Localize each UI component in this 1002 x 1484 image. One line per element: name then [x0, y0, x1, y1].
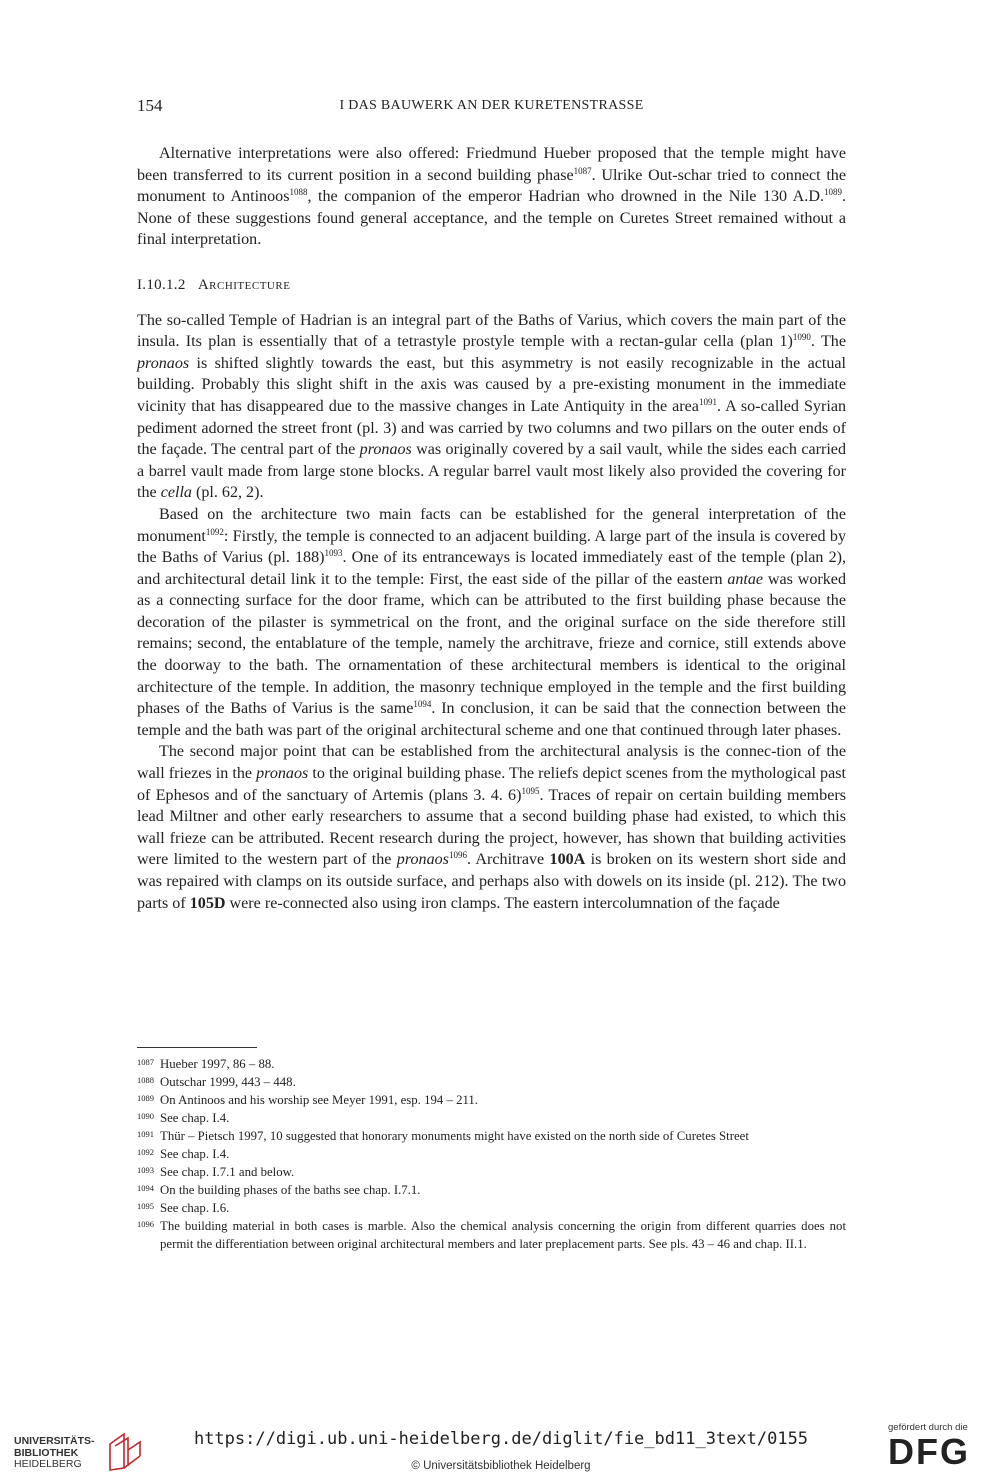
- footnote: 1089 On Antinoos and his worship see Meyer 1991, esp. 194 – 211.: [137, 1093, 478, 1107]
- running-head: [137, 96, 846, 120]
- library-name-line1: UNIVERSITÄTS-: [14, 1435, 95, 1447]
- footnote-ref[interactable]: 1090: [792, 332, 811, 343]
- section-number: I.10.1.2: [137, 276, 186, 293]
- footnote-divider: [137, 1047, 257, 1048]
- footnote: 1094 On the building phases of the baths see chap. I.7.1.: [137, 1183, 421, 1197]
- footnote: 1087 Hueber 1997, 86 – 88.: [137, 1057, 275, 1071]
- dfg-logo[interactable]: [888, 1422, 980, 1472]
- footer: [0, 1404, 1002, 1484]
- copyright-notice: © Universitätsbibliothek Heidelberg: [411, 1460, 591, 1472]
- footnote: 1090 See chap. I.4.: [137, 1111, 230, 1125]
- permalink-url[interactable]: https://digi.ub.uni-heidelberg.de/diglit/fie_bd11_3text/0155: [193, 1429, 809, 1449]
- library-name-line3: HEIDELBERG: [14, 1458, 82, 1470]
- dfg-wordmark: DFG: [888, 1431, 970, 1472]
- footnote-ref[interactable]: 1091: [698, 396, 717, 407]
- footnote: 1093 See chap. I.7.1 and below.: [137, 1165, 295, 1179]
- library-name-line2: BIBLIOTHEK: [14, 1446, 79, 1459]
- footnote: 1088 Outschar 1999, 443 – 448.: [137, 1075, 296, 1089]
- footnote-ref[interactable]: 1095: [521, 785, 540, 796]
- section-title: Architecture: [197, 276, 291, 293]
- footnote-ref[interactable]: 1089: [823, 187, 842, 198]
- main-text: [137, 143, 846, 914]
- running-title: I DAS BAUWERK AN DER KURETENSTRASSE: [339, 98, 644, 113]
- section-heading: [137, 275, 846, 297]
- paragraph: The so-called Temple of Hadrian is an integral part of the Baths of Varius, which covers the main part of the insula. Its plan is essentially that of a tetrastyle prostyle temple with a rectan-gular cella (plan 1)$^{1090}$. The pronaos is shifted slightly towards the east, but this asymmetry is not easily recognizable in the actual building. Probably this slight shift in the axis was caused by a pre-existing monument in the immediate vicinity that has disappeared due to the massive changes in Late Antiquity in the area$^{1091}$. A so-called Syrian pediment adorned the street front (pl. 3) and was carried by two columns and two pillars on the outer ends of the façade. The central part of the pronaos was originally covered by a sail vault, while the sides each carried a barrel vault made from large stone blocks. A regular barrel vault most likely also provided the covering for the cella (pl. 62, 2).: [137, 311, 847, 502]
- footnote: 1095 See chap. I.6.: [137, 1201, 230, 1215]
- paragraph: The second major point that can be established from the architectural analysis is the connec-tion of the wall friezes in the pronaos to the original building phase. The reliefs depict scenes from the mythological past of Ephesos and of the sanctuary of Artemis (plans 3. 4. 6)$^{1095}$. Traces of repair on certain building members lead Miltner and other early researchers to assume that a second building phase had existed, to which this wall frieze can be attributed. Recent research during the project, however, has shown that building activities were limited to the western part of the pronaos$^{1096}$. Architrave 100A is broken on its western short side and was repaired with clamps on its outside surface, and perhaps also with dowels on its inside (pl. 212). The two parts of 105D were re-connected also using iron clamps. The eastern intercolumnation of the façade: [137, 743, 846, 912]
- footnote-ref[interactable]: 1087: [573, 165, 592, 176]
- footnotes: [137, 1055, 846, 1253]
- page-number: 154: [137, 96, 163, 115]
- footnote-ref[interactable]: 1093: [324, 548, 343, 559]
- paragraph: Based on the architecture two main facts can be established for the general interpretation of the monument$^{1092}$: Firstly, the temple is connected to an adjacent building. A large part of the insula is covered by the Baths of Varius (pl. 188)$^{1093}$. One of its entranceways is located immediately east of the temple (plan 2), and architectural detail link it to the temple: First, the east side of the pillar of the eastern antae was worked as a connecting surface for the door frame, which can be attributed to the first building phase because the decoration of the pilaster is symmetrical on the front, and the original surface on the side therefore still remains; second, the entablature of the temple, namely the architrave, frieze and cornice, still extends above the doorway to the bath. The ornamentation of these architectural members is identical to the original architecture of the temple. In addition, the masonry technique employed in the temple and the first building phases of the Baths of Varius is the same$^{1094}$. In conclusion, it can be said that the connection between the temple and the bath was part of the original architectural scheme and one that continued through later phases.: [137, 505, 847, 739]
- footnote-ref[interactable]: 1092: [205, 526, 224, 537]
- paragraph: Alternative interpretations were also offered: Friedmund Hueber proposed that the temple might have been transferred to its current position in a second building phase$^{1087}$. Ulrike Out-schar tried to connect the monument to Antinoos$^{1088}$, the companion of the emperor Hadrian who drowned in the Nile 130 A.D.$^{1089}$. None of these suggestions found general acceptance, and the temple on Curetes Street remained without a final interpretation.: [137, 145, 847, 249]
- footnote: 1091 Thür – Pietsch 1997, 10 suggested that honorary monuments might have existed on the north side of Curetes Street: [137, 1129, 749, 1143]
- funding-caption: gefördert durch die: [888, 1422, 968, 1433]
- footnote: 1092 See chap. I.4.: [137, 1147, 230, 1161]
- footnote-ref[interactable]: 1088: [289, 187, 308, 198]
- footnote-ref[interactable]: 1094: [413, 699, 432, 710]
- footnote: 1096 The building material in both cases is marble. Also the chemical analysis concerning the origin from different quarries does not permit the differentiation between original architectural members and later preplacement parts. See pls. 43 – 46 and chap. II.1.: [137, 1219, 846, 1251]
- footnote-ref[interactable]: 1096: [448, 850, 467, 861]
